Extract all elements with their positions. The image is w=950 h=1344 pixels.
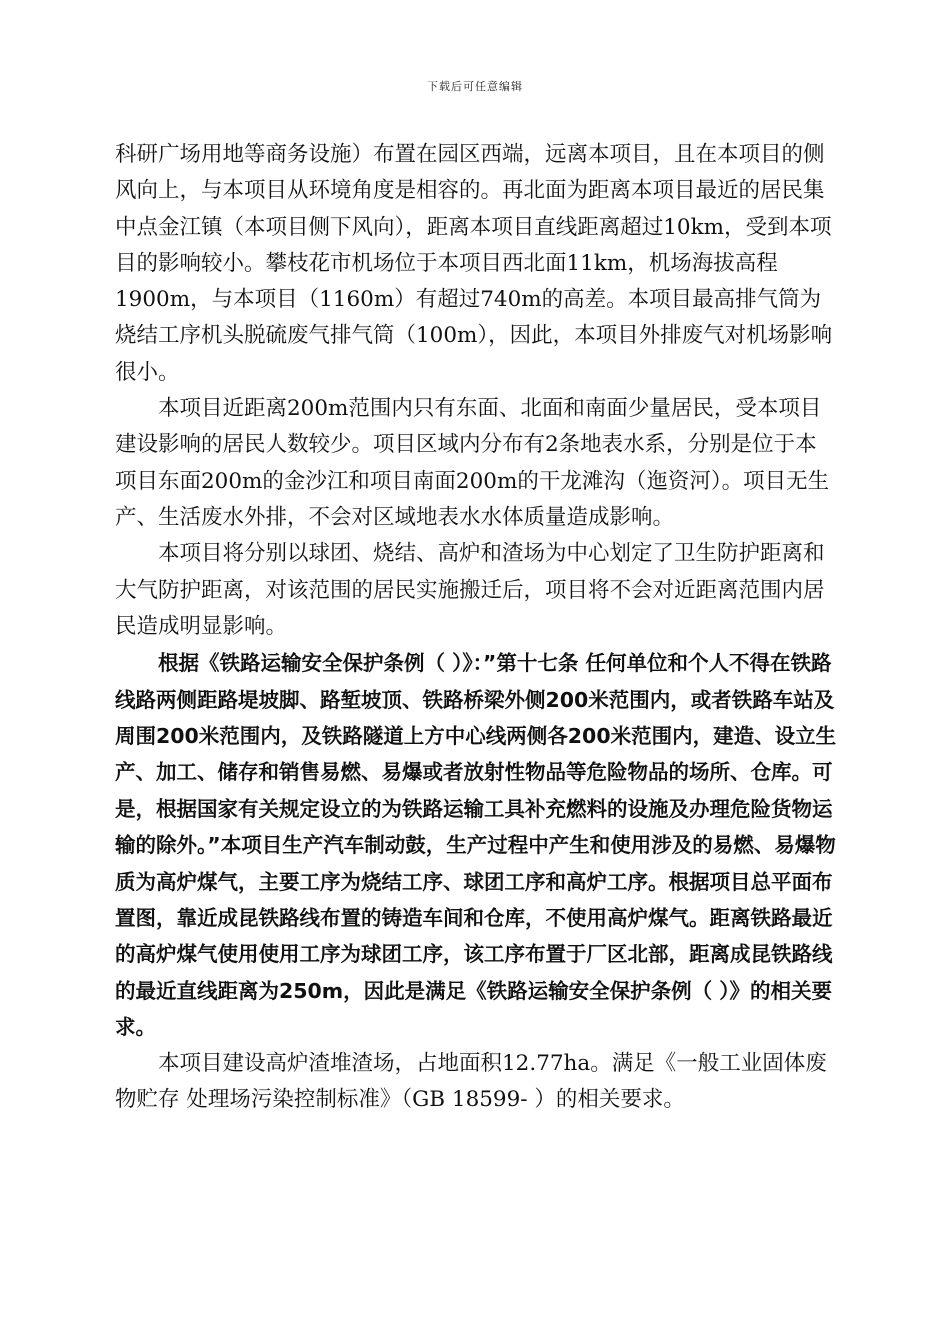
page-header: 下载后可任意编辑 (427, 80, 523, 93)
paragraph-nearby-residents: 本项目近距离200m范围内只有东面、北面和南面少量居民，受本项目建设影响的居民人数较少。项目区域内分布有2条地表水系，分别是位于本项目东面200m的金沙江和项目南面200m的干龙滩沟（迤资河）。项目无生产、生活废水外排，不会对区域地表水水体质量造成影响。 (115, 396, 830, 530)
paragraph-railway-regulation: 根据《铁路运输安全保护条例（ ）》：”第十七条 任何单位和个人不得在铁路线路两侧距路堤坡脚、路堑坡顶、铁路桥梁外侧200米范围内，或者铁路车站及周围200米范围内，及铁路隧道上方中心线两侧各200米范围内，建造、设立生产、加工、储存和销售易燃、易爆或者放射性物品等危险物品的场所、仓库。可是，根据国家有关规定设立的为铁路运输工具补充燃料的设施及办理危险货物运输的除外。”本项目生产汽车制动鼓，生产过程中产生和使用涉及的易燃、易爆物质为高炉煤气，主要工序为烧结工序、球团工序和高炉工序。根据项目总平面布置图，靠近成昆铁路线布置的铸造车间和仓库，不使用高炉煤气。距离铁路最近的高炉煤气使用使用工序为球团工序，该工序布置于厂区北部，距离成昆铁路线的最近直线距离为250m，因此是满足《铁路运输安全保护条例（ ）》的相关要求。 (115, 651, 837, 1040)
paragraph-continuation: 科研广场用地等商务设施）布置在园区西端，远离本项目，且在本项目的侧风向上，与本项目从环境角度是相容的。再北面为距离本项目最近的居民集中点金江镇（本项目侧下风向），距离本项目直线距离超过10km，受到本项目的影响较小。攀枝花市机场位于本项目西北面11km，机场海拔高程1900m，与本项目（1160m）有超过740m的高差。本项目最高排气筒为烧结工序机头脱硫废气排气筒（100m），因此，本项目外排废气对机场影响很小。 (115, 142, 833, 385)
paragraph-slag-yard: 本项目建设高炉渣堆渣场，占地面积12.77ha。满足《一般工业固体废物贮存 处理场污染控制标准》（GB 18599- ）的相关要求。 (115, 1050, 827, 1112)
document-body (115, 137, 837, 1118)
paragraph-protection-distance: 本项目将分别以球团、烧结、高炉和渣场为中心划定了卫生防护距离和大气防护距离，对该范围的居民实施搬迁后，项目将不会对近距离范围内居民造成明显影响。 (115, 541, 825, 639)
